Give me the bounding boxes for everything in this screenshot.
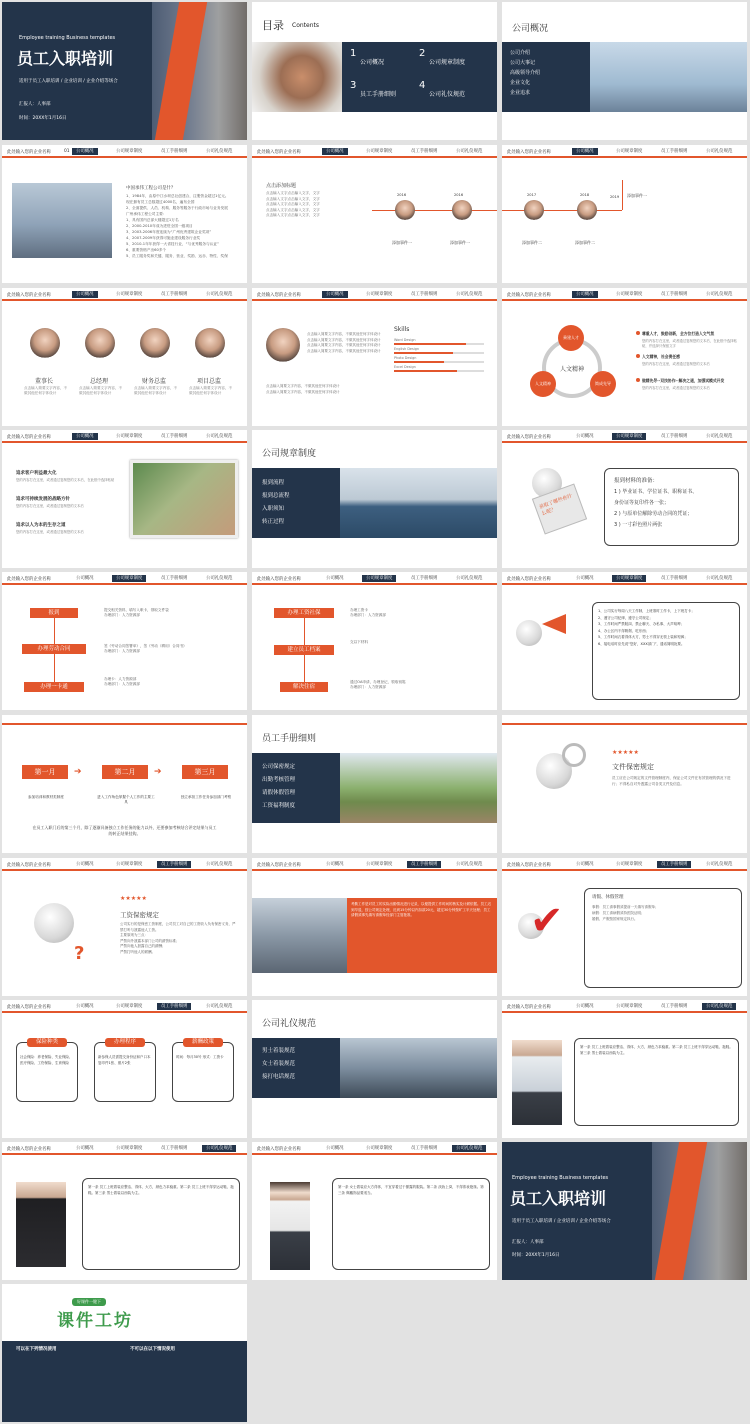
rules-item[interactable]: 报到流程 bbox=[262, 480, 285, 486]
flow-step: 办理一卡通 bbox=[24, 682, 84, 692]
slide-header: 此处输入您的企业名称 01 公司概况 公司规章制度 员工手册细则 公司礼仪规范 bbox=[2, 145, 247, 158]
flow-note: 签《劳动合同签署单》，签《劳动（聘用）合同书》 办理部门：人力资源部 bbox=[104, 644, 187, 653]
slide-rules-section[interactable] bbox=[252, 430, 497, 568]
attendance-panel: 考勤工作是对员工的实际出勤情况进行记录，以便提供工作时间的核实及计薪依据。员工迟到早退，按公司规定处理，迟到15分钟以内扣款20元，超过30分钟按旷工半天处理；员工请假须事先填写请假单经部门主管批准。 bbox=[347, 898, 497, 973]
toc-num-4: 4 bbox=[419, 80, 426, 91]
flow-step: 办理工资社保 bbox=[274, 608, 334, 618]
leader-name: 总经理 bbox=[90, 378, 109, 385]
slide-header: 此处输入您的企业名称 公司概况 公司规章制度 员工手册细则 公司礼仪规范 bbox=[252, 288, 497, 301]
woman-dress-text: 第一条 女士着装应大方得体，不宜穿着过于暴露的服装。第二条 淡妆上岗，不得浓妆艳抹。第三条 佩戴饰品要适当。 bbox=[338, 1185, 484, 1195]
city-buildings-photo bbox=[12, 183, 112, 258]
slide-header: 此处输入您的企业名称 公司概况 公司规章制度 员工手册细则 公司礼仪规范 bbox=[502, 858, 747, 871]
slide-attendance[interactable] bbox=[252, 858, 497, 996]
timeline-year: 2016 bbox=[397, 193, 407, 197]
dress-text: 第一条 员工上班着装应整洁、得体、大方，颜色力求稳重。第二条 员工上班不得穿运动鞋、拖鞋。第三条 男士着装以西装为主。 bbox=[88, 1185, 234, 1195]
flow-step: 报到 bbox=[30, 608, 78, 618]
checkmark-icon: ✔ bbox=[530, 898, 564, 944]
slide-etiquette-section[interactable] bbox=[252, 1000, 497, 1138]
prepare-line: 2 ) 与原单位解除劳动合同的凭证； bbox=[614, 511, 693, 517]
slide-notice[interactable] bbox=[502, 572, 747, 710]
cover-time: 时间：20XX年1月16日 bbox=[19, 116, 67, 121]
welfare-card bbox=[16, 1042, 78, 1102]
end-footer bbox=[2, 1341, 247, 1422]
slide-woman-dress[interactable] bbox=[252, 1142, 497, 1280]
culture-node: 简成先导 bbox=[590, 371, 616, 397]
slide-culture[interactable] bbox=[502, 288, 747, 426]
slide-timeline-1[interactable] bbox=[252, 145, 497, 283]
skills-desc: 点击输入简要文字内容，不做其他任何字体设计 点击输入简要文字内容，不做其他任何字体设计 bbox=[266, 384, 340, 394]
ship-photo bbox=[340, 468, 497, 538]
month-note: 进入工作角色掌握个人工作的主要工具 bbox=[97, 795, 155, 804]
secret-title: 工资保密规定 bbox=[120, 911, 159, 919]
flow-note: 办理工资卡 办理部门：人力资源部 bbox=[350, 608, 386, 617]
etiquette-item[interactable]: 女士着装规范 bbox=[262, 1061, 296, 1067]
skill-bar bbox=[394, 352, 453, 354]
timeline-portrait bbox=[395, 200, 415, 220]
welfare-tag: 办理程序 bbox=[105, 1038, 145, 1047]
timeline-event: 添加事件一 bbox=[392, 240, 412, 245]
slide-skills[interactable] bbox=[252, 288, 497, 426]
skill-label: English Design bbox=[394, 347, 420, 351]
slide-end[interactable] bbox=[2, 1284, 247, 1422]
slide-header: 此处输入您的企业名称 公司概况 公司规章制度 员工手册细则 公司礼仪规范 bbox=[252, 858, 497, 871]
profile-text: 点击输入简要文字内容，不做其他任何字体设计 点击输入简要文字内容，不做其他任何字体设计 点击输入简要文字内容，不做其他任何字体设计 点击输入简要文字内容，不做其他任何字体设计 bbox=[307, 332, 381, 353]
slide-header: 此处输入您的企业名称 公司概况 公司规章制度 员工手册细则 公司礼仪规范 bbox=[502, 288, 747, 301]
timeline-portrait bbox=[452, 200, 472, 220]
slide-pursuit[interactable] bbox=[2, 430, 247, 568]
slide-header: 此处输入您的企业名称 公司概况 公司规章制度 员工手册细则 公司礼仪规范 bbox=[2, 1000, 247, 1013]
money-photo bbox=[130, 460, 238, 538]
doc-desc: 员工应在公司规定的文件管理制度内，保证公司文件在有效管理的情况下进行；不得私自对外透露公司各类文件及信息。 bbox=[612, 776, 731, 786]
culture-point-desc: 您的内容打在这里，或者通过复制您的文本后 bbox=[642, 362, 710, 366]
culture-point-title: 尊重人才，鼓励创新，全方位打造人文气氛 bbox=[642, 331, 715, 336]
flow-step: 建立员工档案 bbox=[274, 645, 334, 655]
businessman-photo bbox=[512, 1040, 562, 1125]
slide-header: 此处输入您的企业名称 公司概况 公司规章制度 员工手册细则 公司礼仪规范 bbox=[502, 1000, 747, 1013]
handbook-item[interactable]: 出勤考核管理 bbox=[262, 777, 296, 783]
thinking-figure-icon bbox=[34, 903, 74, 943]
profile-photo bbox=[266, 328, 300, 362]
slide-months[interactable] bbox=[2, 715, 247, 853]
slide-header: 此处输入您的企业名称 公司概况 公司规章制度 员工手册细则 公司礼仪规范 bbox=[502, 145, 747, 158]
overview-item-3[interactable]: 高级领导介绍 bbox=[510, 70, 541, 76]
excavator-photo bbox=[340, 753, 497, 823]
industrial-plant-photo bbox=[340, 1038, 497, 1098]
toc-title-en: Contents bbox=[292, 22, 319, 29]
toc-item-2[interactable]: 公司规章制度 bbox=[429, 59, 466, 66]
timeline-year: 2016 bbox=[454, 193, 464, 197]
slide-header: 此处输入您的企业名称 公司概况 公司规章制度 员工手册细则 公司礼仪规范 bbox=[2, 430, 247, 443]
skill-label: Word Design bbox=[394, 338, 416, 342]
etiquette-item[interactable]: 男士着装规范 bbox=[262, 1048, 296, 1054]
man-suit-photo bbox=[16, 1182, 66, 1267]
welfare-note: 新参保人员需提交身份证和户口本复印件1张、照片2张 bbox=[98, 1055, 151, 1065]
slide-overview[interactable] bbox=[502, 2, 747, 140]
doc-title: 文件保密规定 bbox=[612, 763, 654, 771]
flow-note: 办理卡：人力资源部 办理部门：人力资源部 bbox=[104, 677, 140, 686]
timeline-portrait bbox=[524, 200, 544, 220]
flow-note: 提交相关资料，填写入职卡，领取文件袋 办理部门：人力资源部 bbox=[104, 608, 169, 617]
brand-logo: 课件工坊 bbox=[57, 1311, 133, 1331]
prepare-line: 身份证等复印件各一张； bbox=[614, 500, 670, 506]
skill-bar bbox=[394, 361, 444, 363]
culture-point-title: 人文精神，社会责任感 bbox=[642, 354, 680, 359]
timeline-heading: 点击添加标题 bbox=[266, 183, 297, 189]
usage-allowed: 可以在下列情况使用 bbox=[16, 1347, 57, 1352]
month-summary: 在员工入职门后的第三个月，除了逐渐具备独立工作任务的能力以外，还要参加考核结合评定结果与员工的转正结果挂钩。 bbox=[32, 825, 217, 836]
timeline-event: 添加事件二 bbox=[522, 240, 542, 245]
pursuit-desc: 您的内容打在这里，或者通过复制您的文本后 bbox=[16, 504, 84, 508]
leader-name: 财务总监 bbox=[142, 378, 167, 385]
closing-tagline: 适用于员工入职培训 / 企业培训 / 企业介绍等场合 bbox=[512, 1219, 611, 1224]
rules-item[interactable]: 入职须知 bbox=[262, 506, 285, 512]
slide-cover[interactable] bbox=[2, 2, 247, 140]
rules-item[interactable]: 转正过程 bbox=[262, 519, 285, 525]
notice-lines: 1、公司实行每周八天工作制，上班准时工作卡，上下班打卡； 2、遵守公司纪律，遵守公司规定； 3、工作时间严禁脱岗、禁止聊天、办私事、大声喧哗； 4、办公区内不得吸烟、吃东西； 5、工作时间衣着得体大方，男士不得穿无领上装和短裤； 6、接电话时应先说“您好，XXX部门”，通话简明扼要。 bbox=[598, 609, 695, 646]
timeline-event: 添加事件一 bbox=[627, 193, 647, 198]
slide-header: 此处输入您的企业名称 公司概况 公司规章制度 员工手册细则 公司礼仪规范 bbox=[252, 572, 497, 585]
pursuit-title: 追求客户利益最大化 bbox=[16, 471, 57, 476]
secret-text: 公司实行的是保密工资制度，公司员工对自己的工资收入负有保密义务，严禁打听与泄露他人工资。 主要原则为三点： 严禁向外泄露本部门公司的薪资标准； 严禁向他人泄露自己的薪酬； 严禁打听他人的薪酬。 bbox=[120, 922, 236, 954]
handbook-item[interactable]: 工资福利制度 bbox=[262, 803, 296, 809]
slide-header: 此处输入您的企业名称 公司概况 公司规章制度 员工手册细则 公司礼仪规范 bbox=[252, 145, 497, 158]
man-dress-text: 第一条 员工上班着装应整洁、得体、大方，颜色力求稳重。第二条 员工上班不得穿运动鞋、拖鞋。第三条 男士着装以西装为主。 bbox=[580, 1045, 733, 1055]
welfare-tag: 薪酬政策 bbox=[183, 1038, 223, 1047]
question-sign: 录取了哪些你什么呢？ bbox=[532, 483, 587, 534]
handbook-item[interactable]: 请假休假管理 bbox=[262, 790, 296, 796]
slide-salary-secret[interactable] bbox=[2, 858, 247, 996]
toc-num-1: 1 bbox=[350, 48, 357, 59]
month-note: 独立承担工作任务参加部门考察 bbox=[180, 795, 232, 799]
month-step: 第三月 bbox=[182, 765, 228, 779]
toc-num-3: 3 bbox=[350, 80, 357, 91]
slide-header: 此处输入您的企业名称 公司概况 公司规章制度 员工手册细则 公司礼仪规范 bbox=[2, 858, 247, 871]
rating-stars: ★★★★★ bbox=[612, 749, 639, 756]
usage-forbidden: 不可以在以下情况使用 bbox=[130, 1347, 175, 1352]
flow-step: 解决住宿 bbox=[280, 682, 328, 692]
leave-title: 请假、休假管理 bbox=[592, 895, 624, 900]
overview-item-4[interactable]: 企业文化 bbox=[510, 80, 531, 86]
question-mark-icon: ? bbox=[74, 943, 85, 964]
skill-label: Photo Design bbox=[394, 356, 417, 360]
culture-point-desc: 您的内容打在这里，或者通过复制您的文本后，在此框中选择粘贴，并选择只保留文字 bbox=[642, 339, 737, 348]
prepare-line: 1 ) 毕业证书、学位证书、职称证书、 bbox=[614, 489, 698, 495]
slide-man-dress-2[interactable] bbox=[2, 1142, 247, 1280]
etiquette-item[interactable]: 接打电话规范 bbox=[262, 1074, 296, 1080]
timeline-year: 2018 bbox=[580, 193, 590, 197]
culture-node: 乘建人才 bbox=[558, 325, 584, 351]
slide-header: 此处输入您的企业名称 公司概况 公司规章制度 员工手册细则 公司礼仪规范 bbox=[502, 572, 747, 585]
welfare-card bbox=[172, 1042, 234, 1102]
overview-item-5[interactable]: 企业追求 bbox=[510, 90, 531, 96]
welfare-note: 时间：每月30号 形式：工资卡 bbox=[176, 1055, 224, 1059]
toc-num-2: 2 bbox=[419, 48, 426, 59]
culture-point-desc: 您的内容打在这里，或者通过复制您的文本后 bbox=[642, 386, 710, 390]
timeline-event: 添加事件一 bbox=[450, 240, 470, 245]
woman-photo bbox=[270, 1182, 310, 1270]
megaphone-icon bbox=[542, 614, 566, 634]
slide-prepare[interactable] bbox=[502, 430, 747, 568]
section-title: 员工手册细则 bbox=[262, 734, 317, 744]
slide-welfare[interactable] bbox=[2, 1000, 247, 1138]
closing-time: 时间：20XX年1月16日 bbox=[512, 1253, 560, 1258]
timeline-year: 2017 bbox=[527, 193, 537, 197]
meeting-room-photo bbox=[252, 898, 347, 973]
cover-title: 员工入职培训 bbox=[17, 49, 114, 68]
slide-header bbox=[502, 715, 747, 725]
hands-photo bbox=[252, 42, 352, 112]
toc-item-4[interactable]: 公司礼仪规范 bbox=[429, 91, 466, 98]
leave-box bbox=[584, 888, 742, 988]
closing-reporter: 汇报人：人事部 bbox=[512, 1240, 544, 1245]
toc-item-1[interactable]: 公司概况 bbox=[360, 59, 385, 66]
welfare-tag: 保险种类 bbox=[27, 1038, 67, 1047]
pursuit-title: 追求可持续发展的战略方针 bbox=[16, 497, 70, 502]
section-title: 公司规章制度 bbox=[262, 449, 317, 459]
leader-desc-row: 点击输入简要文字内容，不做其他任何字体设计 点击输入简要文字内容，不做其他任何字体设计 点击输入简要文字内容，不做其他任何字体设计 点击输入简要文字内容，不做其他任何字体设计 bbox=[24, 386, 233, 395]
magnifier-icon bbox=[562, 743, 586, 767]
timeline-text: 点击输入文字点击输入文字，文字 点击输入文字点击输入文字，文字 点击输入文字点击输入文字，文字 点击输入文字点击输入文字，文字 点击输入文字点击输入文字，文字 bbox=[266, 191, 320, 217]
leader-photo bbox=[30, 328, 60, 358]
bullet-dot bbox=[636, 354, 640, 358]
timeline-portrait bbox=[577, 200, 597, 220]
skill-bar bbox=[394, 370, 457, 372]
welfare-card bbox=[94, 1042, 156, 1102]
rules-item[interactable]: 报到总流程 bbox=[262, 493, 290, 499]
toc-item-3[interactable]: 员工手册细则 bbox=[360, 91, 397, 98]
slide-toc[interactable] bbox=[252, 2, 497, 140]
culture-center: 人文精神 bbox=[560, 366, 585, 373]
rating-stars: ★★★★★ bbox=[120, 895, 147, 902]
closing-title: 员工入职培训 bbox=[510, 1189, 607, 1208]
toc-title: 目录 bbox=[262, 19, 284, 32]
month-note: 参加培训和教材类制度 bbox=[28, 795, 64, 799]
timeline-line bbox=[502, 210, 622, 211]
slide-header: 此处输入您的企业名称 公司概况 公司规章制度 员工手册细则 公司礼仪规范 bbox=[2, 572, 247, 585]
megaphone-figure-icon bbox=[516, 620, 542, 646]
slide-leaders[interactable] bbox=[2, 288, 247, 426]
timeline-year: 2019 bbox=[610, 195, 620, 199]
pursuit-desc: 您的内容打在这里，或者通过复制您的文本后 bbox=[16, 530, 84, 534]
leave-text: 事假：员工请事假须提前一天填写请假单； 病假：员工请病假须持医院证明； 婚假、产假按国家规定执行。 bbox=[592, 905, 659, 921]
leader-photo bbox=[195, 328, 225, 358]
welfare-note: 社会保险：养老保险、失业保险、医疗保险、工伤保险、生育保险 bbox=[20, 1055, 73, 1065]
leader-photo bbox=[140, 328, 170, 358]
month-step: 第一月 bbox=[22, 765, 68, 779]
overview-item-2[interactable]: 公司大事记 bbox=[510, 60, 536, 66]
flow-note: 交以下材料 bbox=[350, 640, 368, 644]
month-step: 第二月 bbox=[102, 765, 148, 779]
cover-tagline: 适用于员工入职培训 / 企业培训 / 企业介绍等场合 bbox=[19, 79, 118, 84]
intro-question: 中国承伟工程公司是什？ bbox=[126, 186, 176, 191]
overview-item-1[interactable]: 公司介绍 bbox=[510, 50, 531, 56]
slide-timeline-2[interactable] bbox=[502, 145, 747, 283]
pursuit-title: 追求以人为本的生存之道 bbox=[16, 523, 66, 528]
skill-label: Excel Design bbox=[394, 365, 416, 369]
slide-handbook-section[interactable] bbox=[252, 715, 497, 853]
intro-lines: 1、1984年，由原中江水坝总社创建合，注册资金超过1亿元。 现在拥有员工总数超过4000名，遍布全国 2、全面提供、人员、机构、服务等服务于行政市场与业务发展 广州承伟工程公司主要： 1、具有国内总部大楼超过1万名 2、2000-2010年成为进驻全国一级项目 3、2003-2006年度连续为“广州优秀建筑企业奖项” 4、2007-2009年获得可施业建设服务行业奖 5、2010-1年年获得一大省技行业，“与优秀服务与认证” 6、重要资格产出60多个 5、员工服务奖和关键、服务、营业、奖励、运赤、特性、奖保 bbox=[126, 194, 229, 258]
pursuit-desc: 您的内容打在这里，或者通过复制您的文本后，在此框中选择粘贴 bbox=[16, 478, 115, 482]
leader-name: 项目总监 bbox=[197, 378, 222, 385]
cover-subtitle-en: Employee training Business templates bbox=[19, 35, 116, 41]
slide-leave[interactable] bbox=[502, 858, 747, 996]
section-title: 公司礼仪规范 bbox=[262, 1019, 317, 1029]
arrow-right-icon: ➔ bbox=[154, 767, 162, 777]
culture-node: 人文精神 bbox=[530, 371, 556, 397]
timeline-line bbox=[622, 180, 623, 210]
construction-crane-photo bbox=[590, 42, 747, 112]
brand-badge: 好课件一键下 bbox=[72, 1298, 106, 1306]
cover-reporter: 汇报人：人事部 bbox=[19, 102, 51, 107]
skill-bar bbox=[394, 343, 466, 345]
closing-subtitle-en: Employee training Business templates bbox=[512, 1175, 609, 1181]
slide-company-intro[interactable] bbox=[2, 145, 247, 283]
prepare-title: 报到材料的准备： bbox=[614, 478, 659, 484]
slide-doc-secret[interactable] bbox=[502, 715, 747, 853]
timeline-event: 添加事件二 bbox=[575, 240, 595, 245]
slide-closing[interactable] bbox=[502, 1142, 747, 1280]
prepare-line: 3 ) 一寸彩色照片两张 bbox=[614, 522, 663, 528]
slide-header: 此处输入您的企业名称 公司概况 公司规章制度 员工手册细则 公司礼仪规范 bbox=[2, 288, 247, 301]
slide-flow-2[interactable] bbox=[252, 572, 497, 710]
slide-header: 此处输入您的企业名称 公司概况 公司规章制度 员工手册细则 公司礼仪规范 bbox=[252, 1142, 497, 1155]
slide-header bbox=[2, 715, 247, 725]
flow-step: 办理劳动合同 bbox=[22, 644, 86, 654]
bullet-dot bbox=[636, 378, 640, 382]
skills-title: Skills bbox=[394, 326, 410, 333]
slide-header: 此处输入您的企业名称 公司概况 公司规章制度 员工手册细则 公司礼仪规范 bbox=[502, 430, 747, 443]
slide-header: 此处输入您的企业名称 公司概况 公司规章制度 员工手册细则 公司礼仪规范 bbox=[2, 1142, 247, 1155]
handbook-item[interactable]: 公司保密规定 bbox=[262, 764, 296, 770]
flow-note: 通过OA申请，办理登记，领取钥匙 办理部门：人力资源部 bbox=[350, 680, 406, 689]
culture-point-title: 做精先导--双技协作--解决之道，加强试模式开发 bbox=[642, 378, 725, 383]
slide-flow-1[interactable] bbox=[2, 572, 247, 710]
bullet-dot bbox=[636, 331, 640, 335]
slide-man-dress[interactable] bbox=[502, 1000, 747, 1138]
arrow-right-icon: ➔ bbox=[74, 767, 82, 777]
leader-photo bbox=[85, 328, 115, 358]
overview-title: 公司概况 bbox=[512, 24, 549, 34]
leader-name: 董事长 bbox=[35, 378, 54, 385]
timeline-line bbox=[372, 210, 497, 211]
